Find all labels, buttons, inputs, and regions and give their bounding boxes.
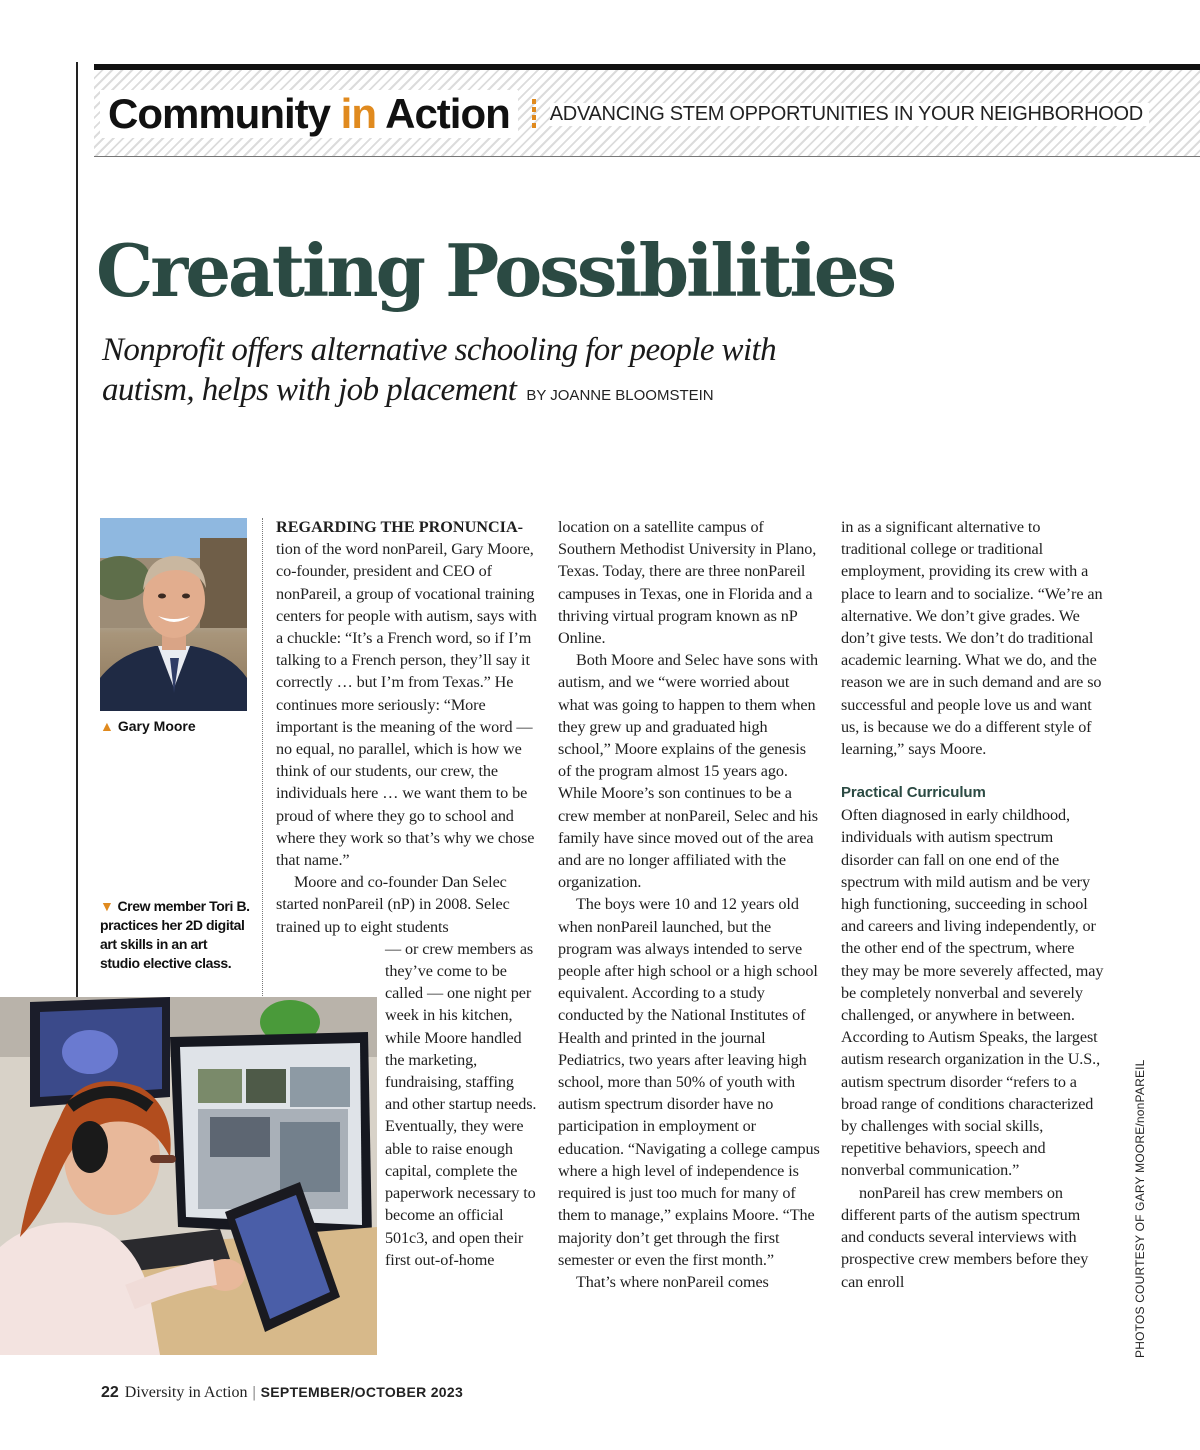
brand-word-in: in [340,90,376,137]
byline: BY JOANNE BLOOMSTEIN [526,387,714,404]
col1-paragraph-1 [276,516,538,871]
article-column-1 [276,516,538,1271]
footer-separator: | [252,1384,256,1401]
page-number: 22 [101,1384,119,1401]
issue-date: SEPTEMBER/OCTOBER 2023 [260,1384,464,1400]
page-left-rule [76,62,78,998]
article-column-3 [841,516,1105,1293]
portrait-photo [100,518,247,711]
section-subhead: Practical Curriculum [841,784,986,802]
col2-paragraph-2: Both Moore and Selec have sons with autism, and we “were worried about what was going to happen to them when they grew up and graduated high school,” Moore explains of the genesis of the program almost 15 years ago. While Moore’s son continues to be a crew member at nonPareil, Selec and his family have since moved out of the area and are no longer affiliated with the organization. [558,651,818,892]
col1-paragraph-1-text: tion of the word nonPareil, Gary Moore, co-founder, president and CEO of nonPareil, a group of vocational training centers for people with autism, says with a chuckle: “It’s a French word, so if I’m talking to a French person, they’ll say it correctly … but I’m from Texas.” He continues more seriously: “More important is the meaning of the word — no equal, no parallel, which is how we think of our students, our crew, the individuals here … we want them to be proud of where they go to school and where they work so that’s why we chose that name.” [276,540,537,870]
article-column-2 [558,516,822,1293]
col3-paragraph-3: nonPareil has crew members on different parts of the autism spectrum and conducts several interviews with prospective crew members before they can enroll [841,1183,1089,1291]
brand-divider [532,99,536,129]
triangle-down-icon: ▼ [100,898,114,914]
col2-paragraph-1: location on a satellite campus of Southern Methodist University in Plano, Texas. Today, there are three nonPareil campuses in Texas, one in Florida and a thriving virtual program known as nP Online. [558,518,817,648]
portrait-caption-text: Gary Moore [117,718,196,734]
section-tagline: ADVANCING STEM OPPORTUNITIES IN YOUR NEIGHBORHOOD [550,103,1149,126]
triangle-up-icon: ▲ [100,718,114,734]
col2-paragraph-3: The boys were 10 and 12 years old when nonPareil launched, but the program was always intended to serve people after high school or a high school equivalent. According to a study conducted by the National Institutes of Health and printed in the journal Pediatrics, two years after leaving high school, more than 50% of youth with autism spectrum disorder have no participation in employment or education. “Navigating a college campus where a high level of independence is required is just too much for many of them to manage,” explains Moore. “The majority don’t get through the first semester or even the first month.” [558,895,820,1269]
col2-paragraph-4: That’s where nonPareil comes [576,1272,769,1291]
portrait-caption [100,717,196,736]
publication-name: Diversity in Action [124,1384,248,1401]
col1-paragraph-3: — or crew members as they’ve come to be called — one night per week in his kitchen, while Moore handled the marketing, fundraising, staffing and other startup needs. Eventually, they were able to raise enough capital, complete the paperwork necessary to become an official 501c3, and open their first out-of-home [385,939,537,1269]
photo-credit: PHOTOS COURTESY OF GARY MOORE/nonPAREIL [1133,1059,1147,1358]
column-divider [262,518,263,996]
brand-word-2: Action [376,90,510,137]
col3-paragraph-2: Often diagnosed in early childhood, individuals with autism spectrum disorder can fall on one end of the spectrum with mild autism and be very high functioning, succeeding in school and careers and living independently, or the other end of the spectrum, where they may be more severely affected, may be completely nonverbal and severely challenged, or anywhere in between. According to Autism Speaks, the largest autism research organization in the U.S., autism spectrum disorder “refers to a broad range of conditions characterized by challenges with social skills, repetitive behaviors, speech and nonverbal communication.” [841,806,1104,1180]
lead-in: REGARDING THE PRONUNCIA- [276,518,524,536]
col3-paragraph-1: in as a significant alternative to traditional college or traditional employment, providing its crew with a place to learn and to socialize. “We’re an alternative. We don’t give grades. We don’t give tests. We don’t do traditional academic learning. What we do, and the reason we are in such demand and are so successful and people love us and want us, is because we do a different style of learning,” says Moore. [841,518,1103,759]
article-headline: Creating Possibilities [96,228,895,313]
deck-text: Nonprofit offers alternative schooling for people with autism, helps with job placement [102,332,777,408]
section-header [94,64,1200,157]
article-deck [102,330,862,416]
col1-paragraph-2: Moore and co-founder Dan Selec started nonPareil (nP) in 2008. Selec trained up to eight students [276,873,510,936]
photo-caption-text: Crew member Tori B. practices her 2D digital art skills in an art studio elective class. [100,898,250,971]
page-footer [101,1384,463,1402]
section-header-inner [100,84,1149,144]
portrait-illustration [100,518,247,711]
brand-word-1: Community [108,90,341,137]
photo-caption [100,897,250,973]
section-brand [100,90,518,138]
